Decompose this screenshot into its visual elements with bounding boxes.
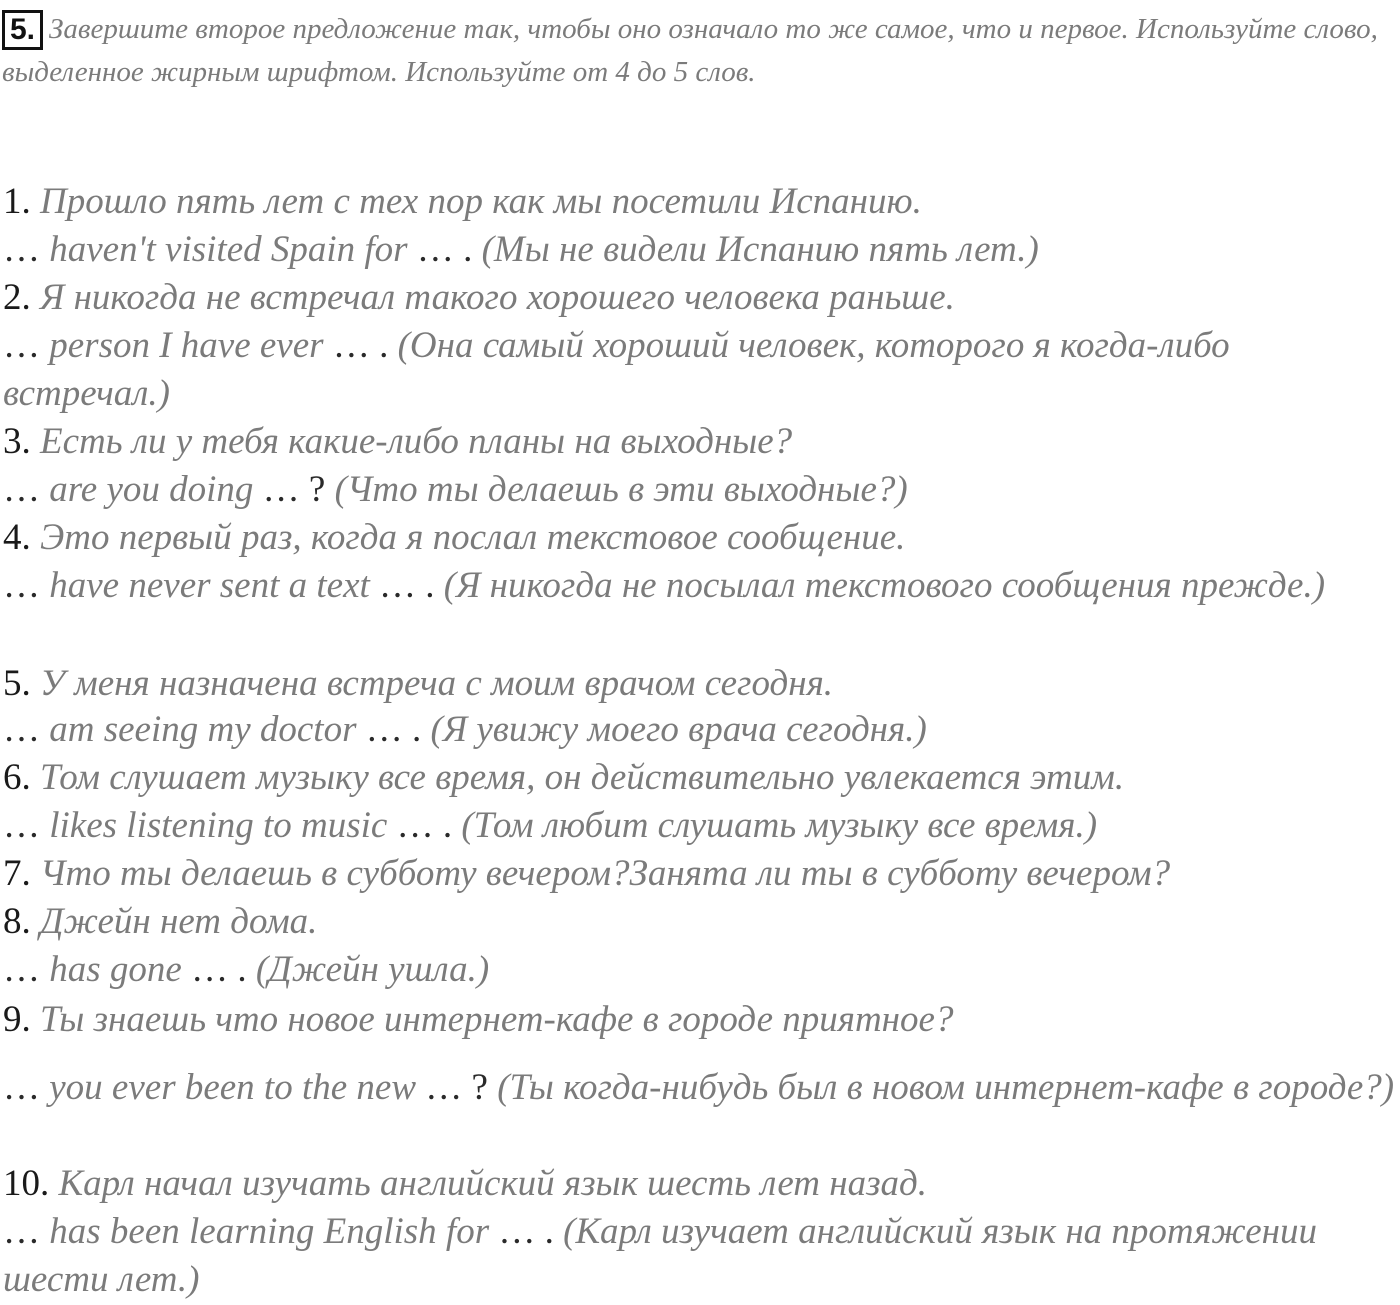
answer-text: has gone [49, 949, 182, 990]
russian-sentence: Карл начал изучать английский язык шесть лет назад. [58, 1163, 927, 1204]
task-instruction: Завершите второе предложение так, чтобы оно означало то же самое, что и первое. Используйте слово, выделенное жирным шрифтом. Используйте от 4 до 5 слов. [2, 13, 1378, 88]
answer-text: are you doing [49, 469, 254, 510]
item-number: 8. [3, 901, 31, 942]
russian-sentence: Что ты делаешь в субботу вечером?Занята ли ты в субботу вечером? [40, 853, 1171, 894]
item-number: 2. [3, 277, 31, 318]
answer-lead: … [3, 565, 40, 606]
answer-tail: … . [498, 1211, 554, 1252]
answer-lead: … [3, 229, 40, 270]
answer-lead: … [3, 325, 40, 366]
item-3-answer [3, 466, 1398, 514]
item-8-answer [3, 946, 1398, 994]
translation: (Джейн ушла.) [255, 949, 490, 990]
item-1-question [3, 178, 1398, 226]
item-7-question [3, 850, 1398, 898]
item-number: 4. [3, 517, 31, 558]
item-number: 9. [3, 999, 31, 1040]
translation: (Мы не видели Испанию пять лет.) [481, 229, 1039, 270]
item-number: 5. [3, 663, 31, 704]
item-1-answer [3, 226, 1398, 274]
item-2-question [3, 274, 1398, 322]
translation: (Том любит слушать музыку все время.) [461, 805, 1098, 846]
russian-sentence: Я никогда не встречал такого хорошего человека раньше. [40, 277, 955, 318]
item-2-answer [3, 322, 1398, 418]
answer-lead: … [3, 805, 40, 846]
item-9-answer [3, 1064, 1398, 1112]
answer-tail: … ? [262, 469, 326, 510]
russian-sentence: Это первый раз, когда я послал текстовое сообщение. [40, 517, 906, 558]
item-4-answer [3, 562, 1398, 610]
russian-sentence: Джейн нет дома. [40, 901, 318, 942]
item-number: 1. [3, 181, 31, 222]
russian-sentence: Есть ли у тебя какие-либо планы на выходные? [40, 421, 793, 462]
item-6-question [3, 754, 1398, 802]
answer-text: likes listening to music [49, 805, 388, 846]
answer-tail: … . [191, 949, 247, 990]
item-10-question [3, 1160, 1398, 1208]
answer-lead: … [3, 709, 40, 750]
translation: (Что ты делаешь в эти выходные?) [334, 469, 908, 510]
answer-text: am seeing my doctor [49, 709, 357, 750]
answer-tail: … . [396, 805, 453, 846]
task-number-box: 5. [2, 10, 43, 50]
item-number: 6. [3, 757, 31, 798]
answer-lead: … [3, 949, 40, 990]
russian-sentence: У меня назначена встреча с моим врачом сегодня. [40, 663, 834, 704]
answer-tail: … . [379, 565, 435, 606]
russian-sentence: Ты знаешь что новое интернет-кафе в городе приятное? [40, 999, 954, 1040]
answer-tail: … . [332, 325, 389, 366]
translation: (Я увижу моего врача сегодня.) [430, 709, 927, 750]
item-number: 7. [3, 853, 31, 894]
answer-text: has been learning English for [49, 1211, 490, 1252]
answer-lead: … [3, 1211, 40, 1252]
answer-text: person I have ever [49, 325, 324, 366]
translation: (Она самый хороший человек, которого я когда-либо встречал.) [3, 325, 1230, 414]
item-9-question [3, 996, 1398, 1044]
item-6-answer [3, 802, 1398, 850]
answer-tail: … . [416, 229, 473, 270]
item-4-question [3, 514, 1398, 562]
answer-text: haven't visited Spain for [49, 229, 408, 270]
answer-text: have never sent a text [49, 565, 370, 606]
translation: (Ты когда-нибудь был в новом интернет-кафе в городе?) [497, 1067, 1395, 1108]
answer-text: you ever been to the new [49, 1067, 417, 1108]
item-10-answer [3, 1208, 1398, 1304]
russian-sentence: Прошло пять лет с тех пор как мы посетили Испанию. [40, 181, 922, 222]
answer-tail: … ? [425, 1067, 488, 1108]
translation: (Я никогда не посылал текстового сообщения прежде.) [443, 565, 1326, 606]
task-header [2, 8, 1394, 94]
russian-sentence: Том слушает музыку все время, он действительно увлекается этим. [40, 757, 1125, 798]
item-5-question [3, 660, 1398, 708]
item-number: 10. [3, 1163, 50, 1204]
item-3-question [3, 418, 1398, 466]
item-number: 3. [3, 421, 31, 462]
item-8-question [3, 898, 1398, 946]
item-5-answer [3, 706, 1398, 754]
answer-tail: … . [365, 709, 422, 750]
answer-lead: … [3, 1067, 40, 1108]
translation: (Карл изучает английский язык на протяжении шести лет.) [3, 1211, 1317, 1300]
answer-lead: … [3, 469, 40, 510]
